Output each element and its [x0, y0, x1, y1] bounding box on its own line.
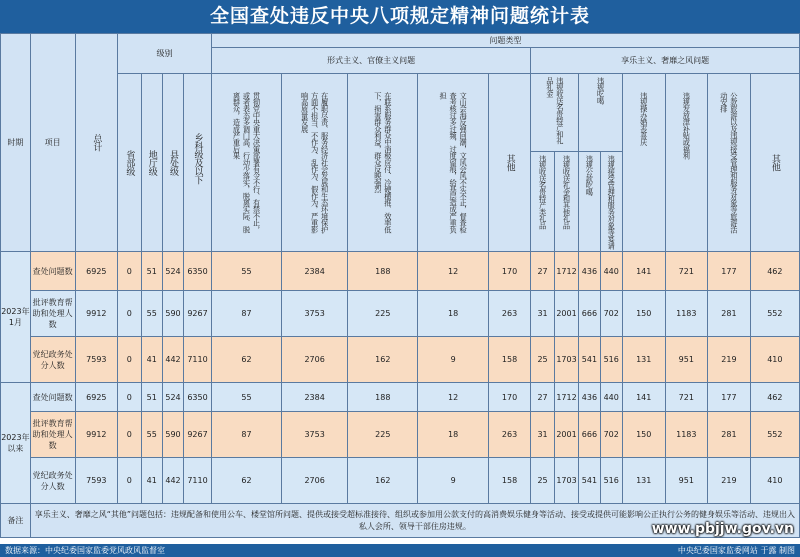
cell-h4: 721 [665, 383, 708, 412]
header-formalism-3: 在联系服务群众中消极应付、冷硬横推、效率低下，损害群众利益，群众反映强烈 [348, 74, 418, 252]
row-item-label: 查处问题数 [30, 252, 75, 291]
header-hedonism-dining: 违规吃喝 [579, 74, 623, 152]
note-text: 享乐主义、奢靡之风“其他”问题包括：违规配备和使用公车、楼堂馆所问题、提供或接受超标准接待、组织或参加用公款支付的高消费娱乐健身等活动、接受或提供可能影响公正执行公务的健身娱乐等活动、违规出入私人会所、领导干部住房违规。 [30, 504, 799, 538]
cell-h5: 219 [708, 337, 751, 383]
cell-h2a: 541 [579, 458, 600, 504]
cell-f5: 170 [488, 383, 531, 412]
cell-h5: 281 [708, 412, 751, 458]
cell-f4: 18 [418, 291, 488, 337]
cell-lv4: 9267 [184, 291, 212, 337]
cell-h1a: 25 [531, 337, 554, 383]
row-item-label: 党纪政务处分人数 [30, 337, 75, 383]
cell-lv2: 51 [141, 252, 162, 291]
header-item: 项目 [30, 34, 75, 252]
cell-h2b: 516 [600, 458, 622, 504]
watermark: www.pbjjw.gov.vn [651, 521, 794, 537]
footer-credit: 中央纪委国家监委网站 于露 制图 [677, 546, 795, 555]
cell-h3: 141 [622, 383, 665, 412]
cell-h5: 281 [708, 291, 751, 337]
cell-f3: 225 [348, 291, 418, 337]
table-title: 全国查处违反中央八项规定精神问题统计表 [0, 0, 800, 33]
header-hedonism-dining-public: 违规公款吃喝 [579, 152, 600, 252]
cell-lv1: 0 [118, 458, 141, 504]
cell-total: 6925 [75, 252, 118, 291]
cell-h2b: 702 [600, 291, 622, 337]
row-item-label: 查处问题数 [30, 383, 75, 412]
cell-h2b: 440 [600, 252, 622, 291]
cell-h1b: 2001 [554, 291, 578, 337]
cell-h6: 410 [750, 337, 799, 383]
cell-lv1: 0 [118, 252, 141, 291]
cell-f3: 162 [348, 337, 418, 383]
cell-f1: 62 [211, 458, 281, 504]
cell-lv4: 7110 [184, 337, 212, 383]
cell-f3: 188 [348, 383, 418, 412]
row-item-label: 批评教育帮助和处理人数 [30, 412, 75, 458]
cell-lv4: 6350 [184, 383, 212, 412]
cell-h1a: 31 [531, 412, 554, 458]
cell-lv3: 442 [162, 337, 183, 383]
cell-lv3: 442 [162, 458, 183, 504]
header-hedonism-gifts: 违规收送名贵特产和礼品礼金 [531, 74, 579, 152]
cell-total: 6925 [75, 383, 118, 412]
cell-h1a: 27 [531, 252, 554, 291]
cell-h2a: 436 [579, 252, 600, 291]
note-label: 备注 [1, 504, 31, 538]
cell-h3: 131 [622, 458, 665, 504]
period-label: 2023年以来 [1, 383, 31, 504]
cell-h1b: 1712 [554, 383, 578, 412]
header-problem-type: 问题类型 [211, 34, 799, 48]
cell-f3: 225 [348, 412, 418, 458]
header-level-prefecture: 地厅级 [141, 74, 162, 252]
header-level-township: 乡科级及以下 [184, 74, 212, 252]
row-item-label: 批评教育帮助和处理人数 [30, 291, 75, 337]
header-hedonism-allowances: 违规发放津补贴或福利 [665, 74, 708, 252]
header-period: 时期 [1, 34, 31, 252]
header-formalism-1: 贯彻党中央重大决策部署有令不行、有禁不止，或者表态多调门高、行动少落实，脱离实际、脱离群众，造成严重后果 [211, 74, 281, 252]
header-hedonism-gifts-money: 违规收送礼金和其他礼品 [554, 152, 578, 252]
cell-f5: 263 [488, 412, 531, 458]
cell-f1: 55 [211, 383, 281, 412]
header-formalism-2: 在履职尽责、服务经济社会发展和生态环境保护方面不担当、不作为、乱作为、假作为，严重影响高质量发展 [282, 74, 348, 252]
footer [0, 544, 800, 557]
cell-f5: 158 [488, 458, 531, 504]
cell-f4: 12 [418, 252, 488, 291]
cell-h2a: 436 [579, 383, 600, 412]
cell-h5: 177 [708, 383, 751, 412]
cell-h1b: 1703 [554, 458, 578, 504]
cell-f2: 2706 [282, 337, 348, 383]
cell-f1: 55 [211, 252, 281, 291]
cell-f2: 2706 [282, 458, 348, 504]
cell-f2: 3753 [282, 291, 348, 337]
header-hedonism: 享乐主义、奢靡之风问题 [531, 48, 800, 74]
cell-lv2: 41 [141, 337, 162, 383]
cell-f1: 87 [211, 291, 281, 337]
header-hedonism-travel: 公款旅游以及违规接受管理和服务对象等旅游活动安排 [708, 74, 751, 252]
cell-total: 7593 [75, 337, 118, 383]
header-level-province: 省部级 [118, 74, 141, 252]
cell-f4: 12 [418, 383, 488, 412]
cell-f1: 62 [211, 337, 281, 383]
cell-f2: 2384 [282, 383, 348, 412]
cell-h1b: 1703 [554, 337, 578, 383]
cell-h6: 552 [750, 291, 799, 337]
cell-lv2: 55 [141, 412, 162, 458]
cell-h4: 951 [665, 337, 708, 383]
header-level-county: 县处级 [162, 74, 183, 252]
cell-f5: 263 [488, 291, 531, 337]
cell-h2b: 440 [600, 383, 622, 412]
header-hedonism-weddings: 违规操办婚丧喜庆 [622, 74, 665, 252]
cell-lv2: 51 [141, 383, 162, 412]
cell-lv3: 524 [162, 252, 183, 291]
cell-h1a: 25 [531, 458, 554, 504]
cell-f4: 18 [418, 412, 488, 458]
cell-lv1: 0 [118, 412, 141, 458]
cell-f5: 170 [488, 252, 531, 291]
cell-f1: 87 [211, 412, 281, 458]
cell-h1b: 1712 [554, 252, 578, 291]
cell-lv2: 41 [141, 458, 162, 504]
footer-source: 数据来源：中央纪委国家监委党风政风监督室 [5, 546, 165, 555]
cell-h1a: 27 [531, 383, 554, 412]
cell-h5: 177 [708, 252, 751, 291]
cell-h5: 219 [708, 458, 751, 504]
cell-h3: 141 [622, 252, 665, 291]
cell-lv3: 590 [162, 412, 183, 458]
cell-lv3: 590 [162, 291, 183, 337]
cell-h2a: 666 [579, 412, 600, 458]
cell-h6: 462 [750, 252, 799, 291]
cell-h2a: 541 [579, 337, 600, 383]
cell-f4: 9 [418, 458, 488, 504]
cell-f2: 3753 [282, 412, 348, 458]
cell-lv2: 55 [141, 291, 162, 337]
period-label: 2023年1月 [1, 252, 31, 383]
header-hedonism-gifts-specialty: 违规收送名贵特产类礼品 [531, 152, 554, 252]
header-formalism: 形式主义、官僚主义问题 [211, 48, 531, 74]
cell-h3: 150 [622, 291, 665, 337]
header-formalism-4: 文山会海反弹回潮，文风会风不实不正，督查检查考核过多过频、过度留痕，给基层造成严重负担 [418, 74, 488, 252]
cell-lv1: 0 [118, 291, 141, 337]
header-total: 总计 [75, 34, 118, 252]
cell-lv4: 9267 [184, 412, 212, 458]
cell-f5: 158 [488, 337, 531, 383]
cell-total: 7593 [75, 458, 118, 504]
cell-lv3: 524 [162, 383, 183, 412]
cell-h3: 131 [622, 337, 665, 383]
cell-total: 9912 [75, 291, 118, 337]
statistics-table [0, 33, 800, 538]
header-hedonism-other: 其他 [750, 74, 799, 252]
cell-lv4: 6350 [184, 252, 212, 291]
cell-f2: 2384 [282, 252, 348, 291]
header-level: 级别 [118, 34, 212, 74]
cell-h6: 410 [750, 458, 799, 504]
cell-h3: 150 [622, 412, 665, 458]
cell-h4: 951 [665, 458, 708, 504]
cell-h2b: 702 [600, 412, 622, 458]
cell-h4: 1183 [665, 412, 708, 458]
cell-h4: 1183 [665, 291, 708, 337]
cell-lv1: 0 [118, 383, 141, 412]
cell-h2a: 666 [579, 291, 600, 337]
cell-f3: 162 [348, 458, 418, 504]
header-formalism-other: 其他 [488, 74, 531, 252]
cell-f4: 9 [418, 337, 488, 383]
cell-total: 9912 [75, 412, 118, 458]
cell-lv1: 0 [118, 337, 141, 383]
cell-h6: 462 [750, 383, 799, 412]
cell-h4: 721 [665, 252, 708, 291]
cell-h1b: 2001 [554, 412, 578, 458]
cell-h6: 552 [750, 412, 799, 458]
cell-h1a: 31 [531, 291, 554, 337]
header-hedonism-dining-banquet: 违规接受管理和服务对象等宴请 [600, 152, 622, 252]
cell-h2b: 516 [600, 337, 622, 383]
cell-f3: 188 [348, 252, 418, 291]
row-item-label: 党纪政务处分人数 [30, 458, 75, 504]
cell-lv4: 7110 [184, 458, 212, 504]
